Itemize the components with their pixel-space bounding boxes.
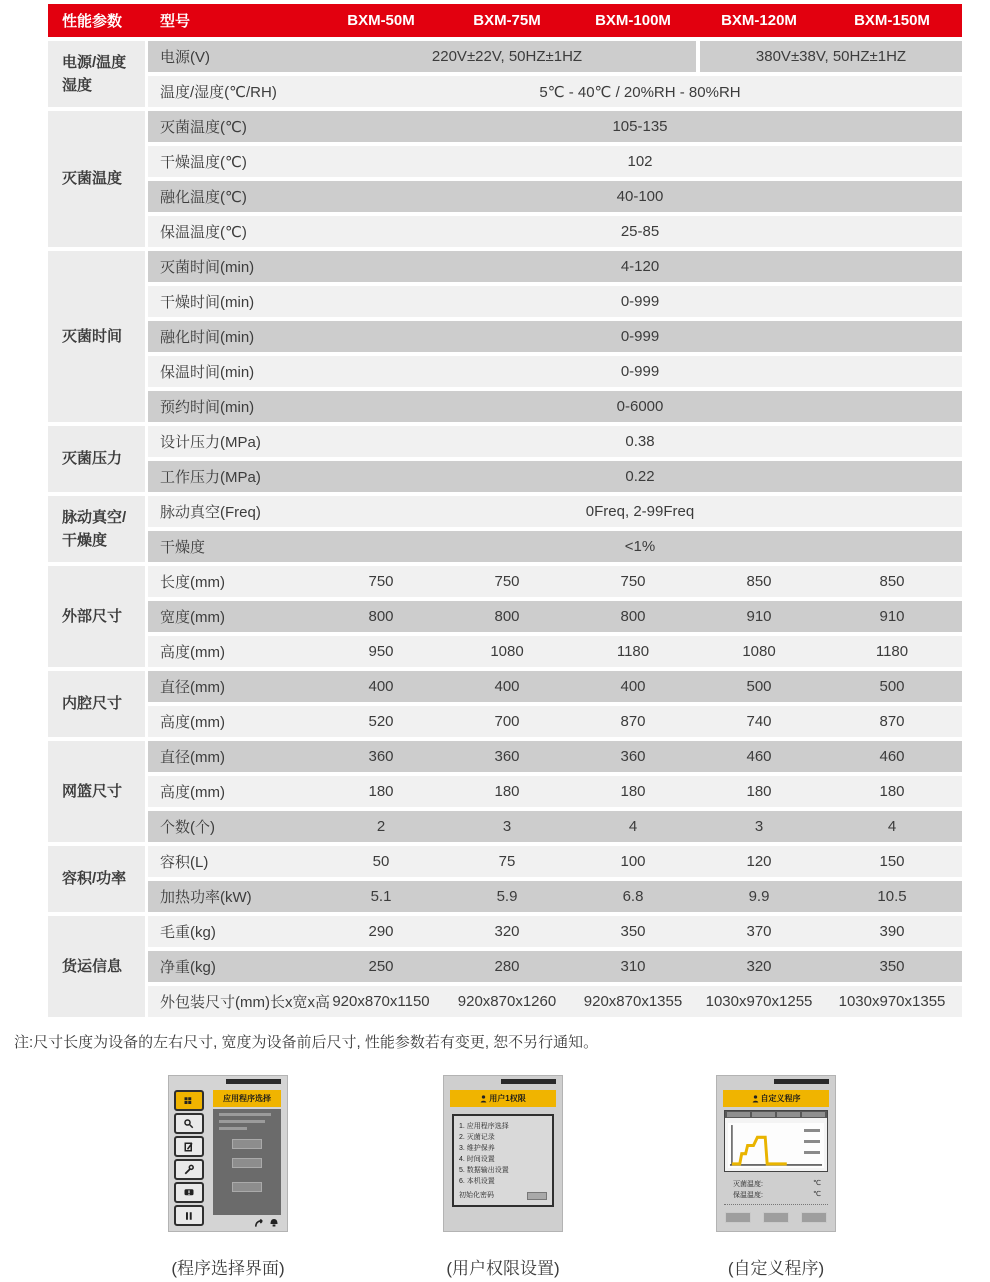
param-value: 1180 <box>875 643 909 660</box>
wrench-icon <box>174 1159 204 1180</box>
sterilize-temp-field: 灭菌温度: ℃ <box>733 1180 821 1188</box>
param-value: 460 <box>746 748 772 765</box>
table-row <box>148 811 962 842</box>
screen-top-bar <box>226 1079 281 1084</box>
param-value: 750 <box>494 573 520 590</box>
param-value: 950 <box>368 643 394 660</box>
table-row <box>148 671 962 702</box>
group-label: 灭菌时间 <box>48 251 145 422</box>
param-value: 740 <box>746 713 772 730</box>
param-value: 3 <box>754 818 764 835</box>
table-row <box>148 881 962 912</box>
param-value: 370 <box>746 923 772 940</box>
screen-title: 应用程序选择 <box>213 1090 281 1107</box>
param-value: 0-999 <box>620 363 660 380</box>
group-label: 灭菌温度 <box>48 111 145 247</box>
pause-icon <box>174 1205 204 1226</box>
table-header <box>48 4 962 37</box>
param-value: 280 <box>494 958 520 975</box>
chart-label <box>804 1129 820 1132</box>
param-value: 2 <box>376 818 386 835</box>
screen-button <box>232 1182 262 1192</box>
table-row <box>148 391 962 422</box>
param-value: 400 <box>620 678 646 695</box>
table-group <box>48 111 962 247</box>
table-row <box>148 181 962 212</box>
bell-icon <box>269 1218 279 1228</box>
param-name: 工作压力(MPa) <box>160 469 261 486</box>
text-line <box>219 1120 265 1123</box>
param-value: 750 <box>620 573 646 590</box>
param-value: <1% <box>624 538 656 555</box>
table-group <box>48 426 962 492</box>
param-value: 75 <box>498 853 516 870</box>
group-label: 内腔尺寸 <box>48 671 145 737</box>
panel-program-select <box>168 1075 288 1279</box>
screen-examples <box>0 1075 990 1278</box>
param-name: 温度/湿度(℃/RH) <box>160 84 277 101</box>
table-row <box>148 776 962 807</box>
param-name: 灭菌温度(℃) <box>160 119 247 136</box>
param-value: 180 <box>879 783 905 800</box>
table-row <box>148 251 962 282</box>
param-value: 1080 <box>490 643 524 660</box>
text-line <box>219 1113 271 1116</box>
panel-custom-program <box>716 1075 836 1279</box>
param-name: 保温时间(min) <box>160 364 255 381</box>
alert-message-icon <box>174 1182 204 1203</box>
header-param-col: 性能参数 <box>62 13 123 30</box>
table-row <box>148 146 962 177</box>
screen-buttons <box>725 1212 827 1223</box>
param-value: 180 <box>620 783 646 800</box>
param-name: 容积(L) <box>160 854 209 871</box>
table-row <box>148 321 962 352</box>
param-name: 预约时间(min) <box>160 399 255 416</box>
menu-icon <box>174 1090 204 1111</box>
screen-button <box>232 1139 262 1149</box>
param-value: 920x870x1260 <box>457 993 557 1010</box>
group-label: 脉动真空/干燥度 <box>48 496 145 562</box>
table-group <box>48 566 962 667</box>
table-group <box>48 846 962 912</box>
screen-content <box>213 1109 281 1215</box>
param-value: 360 <box>620 748 646 765</box>
table-row <box>148 986 962 1017</box>
param-name: 干燥度 <box>160 539 206 556</box>
param-value: 320 <box>494 923 520 940</box>
permission-menu-item: 1. 应用程序选择 <box>459 1123 509 1130</box>
param-value: 850 <box>879 573 905 590</box>
permission-menu-item: 6. 本机设置 <box>459 1178 495 1185</box>
temperature-curve <box>728 1123 824 1168</box>
group-label: 外部尺寸 <box>48 566 145 667</box>
table-group <box>48 741 962 842</box>
param-value: 50 <box>372 853 390 870</box>
param-name: 净重(kg) <box>160 959 216 976</box>
screen-button <box>527 1192 547 1200</box>
param-value: 390 <box>879 923 905 940</box>
param-value: 0Freq, 2-99Freq <box>585 503 695 520</box>
header-model-bxm-50m: BXM-50M <box>347 12 415 29</box>
screen-top-bar <box>501 1079 556 1084</box>
param-name: 融化时间(min) <box>160 329 255 346</box>
param-value: 4 <box>628 818 638 835</box>
group-label: 电源/温度湿度 <box>48 41 145 107</box>
param-value: 500 <box>746 678 772 695</box>
param-value: 870 <box>879 713 905 730</box>
param-value: 350 <box>879 958 905 975</box>
param-value: 25-85 <box>620 223 660 240</box>
footnote: 注:尺寸长度为设备的左右尺寸, 宽度为设备前后尺寸, 性能参数若有变更, 恕不另行通知。 <box>14 1034 599 1051</box>
table-row <box>148 216 962 247</box>
param-value: 6.8 <box>622 888 644 905</box>
param-name: 设计压力(MPa) <box>160 434 261 451</box>
param-name: 宽度(mm) <box>160 609 225 626</box>
param-value: 1030x970x1255 <box>705 993 813 1010</box>
table-group <box>48 496 962 562</box>
param-value: 120 <box>746 853 772 870</box>
param-name: 加热功率(kW) <box>160 889 252 906</box>
param-name: 毛重(kg) <box>160 924 216 941</box>
param-value: 800 <box>368 608 394 625</box>
param-name: 直径(mm) <box>160 679 225 696</box>
chart-label <box>804 1151 820 1154</box>
search-icon <box>174 1113 204 1134</box>
table-group <box>48 916 962 1017</box>
table-row <box>148 356 962 387</box>
param-value: 10.5 <box>877 888 907 905</box>
param-name: 保温温度(℃) <box>160 224 247 241</box>
param-name: 脉动真空(Freq) <box>160 504 261 521</box>
param-value: 0-6000 <box>616 398 664 415</box>
param-value: 150 <box>879 853 905 870</box>
param-value: 180 <box>494 783 520 800</box>
group-label: 网篮尺寸 <box>48 741 145 842</box>
param-value: 105-135 <box>612 118 668 135</box>
screen-footer-icons <box>254 1218 279 1228</box>
param-value: 850 <box>746 573 772 590</box>
table-row <box>148 846 962 877</box>
table-row <box>148 41 962 72</box>
param-value: 1030x970x1355 <box>838 993 946 1010</box>
spec-table <box>48 4 962 1021</box>
param-value: 700 <box>494 713 520 730</box>
panel-caption: (用户权限设置) <box>446 1259 560 1278</box>
param-value: 870 <box>620 713 646 730</box>
custom-program-screenshot <box>716 1075 836 1232</box>
param-value: 0-999 <box>620 293 660 310</box>
param-name: 外包装尺寸(mm)长x宽x高 <box>160 994 330 1011</box>
table-row <box>148 706 962 737</box>
table-row <box>148 916 962 947</box>
param-value: 5.9 <box>496 888 518 905</box>
table-row <box>148 531 962 562</box>
param-value: 400 <box>368 678 394 695</box>
table-row <box>148 636 962 667</box>
table-row <box>148 601 962 632</box>
param-value: 320 <box>746 958 772 975</box>
group-label: 货运信息 <box>48 916 145 1017</box>
param-name: 高度(mm) <box>160 714 225 731</box>
permission-menu-item: 4. 时间设置 <box>459 1156 495 1163</box>
param-value: 360 <box>368 748 394 765</box>
param-name: 融化温度(℃) <box>160 189 247 206</box>
param-value: 100 <box>620 853 646 870</box>
screen-title: 自定义程序 <box>723 1090 829 1107</box>
param-value: 910 <box>879 608 905 625</box>
group-label: 灭菌压力 <box>48 426 145 492</box>
param-value: 0.38 <box>625 433 655 450</box>
param-name: 干燥温度(℃) <box>160 154 247 171</box>
param-name: 个数(个) <box>160 819 215 836</box>
param-value: 920x870x1355 <box>583 993 683 1010</box>
table-row <box>148 566 962 597</box>
param-value: 0.22 <box>625 468 655 485</box>
divider <box>724 1204 828 1205</box>
screen-button <box>232 1158 262 1168</box>
param-name: 直径(mm) <box>160 749 225 766</box>
user-permission-screenshot <box>443 1075 563 1232</box>
param-value: 310 <box>620 958 646 975</box>
permission-menu-item: 3. 维护保养 <box>459 1145 495 1152</box>
param-value: 250 <box>368 958 394 975</box>
panel-caption: (程序选择界面) <box>171 1259 285 1278</box>
param-value: 800 <box>494 608 520 625</box>
table-row <box>148 951 962 982</box>
header-model-bxm-150m: BXM-150M <box>854 12 930 29</box>
init-password-label: 初始化密码 <box>459 1192 494 1199</box>
param-value-380v: 380V±38V, 50HZ±1HZ <box>755 48 907 65</box>
param-value: 180 <box>746 783 772 800</box>
param-value: 500 <box>879 678 905 695</box>
header-model-bxm-120m: BXM-120M <box>721 12 797 29</box>
chart-table-header <box>725 1111 827 1118</box>
param-value: 800 <box>620 608 646 625</box>
param-value: 360 <box>494 748 520 765</box>
param-value-220v: 220V±22V, 50HZ±1HZ <box>431 48 583 65</box>
chart-label <box>804 1140 820 1143</box>
group-label: 容积/功率 <box>48 846 145 912</box>
text-line <box>219 1127 247 1130</box>
screen-button <box>763 1212 789 1223</box>
table-row <box>148 286 962 317</box>
permission-menu <box>452 1114 554 1207</box>
header-model-bxm-100m: BXM-100M <box>595 12 671 29</box>
param-name: 电源(V) <box>160 49 210 66</box>
param-value: 180 <box>368 783 394 800</box>
param-value: 4-120 <box>620 258 660 275</box>
record-edit-icon <box>174 1136 204 1157</box>
panel-caption: (自定义程序) <box>727 1259 825 1278</box>
param-value: 400 <box>494 678 520 695</box>
param-name: 灭菌时间(min) <box>160 259 255 276</box>
table-row <box>148 76 962 107</box>
return-arrow-icon <box>254 1218 263 1228</box>
param-value: 910 <box>746 608 772 625</box>
header-model-bxm-75m: BXM-75M <box>473 12 541 29</box>
param-value: 4 <box>887 818 897 835</box>
param-value: 9.9 <box>748 888 770 905</box>
param-value: 1180 <box>616 643 650 660</box>
table-group <box>48 41 962 107</box>
param-value: 350 <box>620 923 646 940</box>
program-chart-area <box>724 1110 828 1172</box>
keepwarm-temp-field: 保温温度: ℃ <box>733 1191 821 1199</box>
table-row <box>148 461 962 492</box>
param-value: 3 <box>502 818 512 835</box>
table-row <box>148 426 962 457</box>
param-name: 高度(mm) <box>160 784 225 801</box>
param-name: 干燥时间(min) <box>160 294 255 311</box>
screen-icon-column <box>174 1090 208 1228</box>
table-group <box>48 251 962 422</box>
table-group <box>48 671 962 737</box>
param-value: 460 <box>879 748 905 765</box>
param-value: 102 <box>627 153 653 170</box>
param-value: 40-100 <box>616 188 664 205</box>
param-value: 1080 <box>742 643 776 660</box>
permission-menu-item: 5. 数据输出设置 <box>459 1167 509 1174</box>
screen-button <box>725 1212 751 1223</box>
user-icon <box>752 1095 759 1103</box>
user-icon <box>480 1095 487 1103</box>
param-name: 高度(mm) <box>160 644 225 661</box>
table-body <box>48 41 962 1017</box>
param-name: 长度(mm) <box>160 574 225 591</box>
param-value: 5℃ - 40℃ / 20%RH - 80%RH <box>539 83 741 101</box>
permission-menu-item: 2. 灭菌记录 <box>459 1134 495 1141</box>
screen-button <box>801 1212 827 1223</box>
param-value: 0-999 <box>620 328 660 345</box>
table-row <box>148 741 962 772</box>
screen-title: 用户1权限 <box>450 1090 556 1107</box>
program-select-screenshot <box>168 1075 288 1232</box>
param-value: 750 <box>368 573 394 590</box>
param-value: 520 <box>368 713 394 730</box>
param-value: 5.1 <box>370 888 392 905</box>
screen-top-bar <box>774 1079 829 1084</box>
panel-user-permission <box>443 1075 563 1279</box>
param-value: 290 <box>368 923 394 940</box>
table-row <box>148 496 962 527</box>
param-value: 920x870x1150 <box>332 993 430 1010</box>
table-row <box>148 111 962 142</box>
header-model-col: 型号 <box>160 13 191 30</box>
